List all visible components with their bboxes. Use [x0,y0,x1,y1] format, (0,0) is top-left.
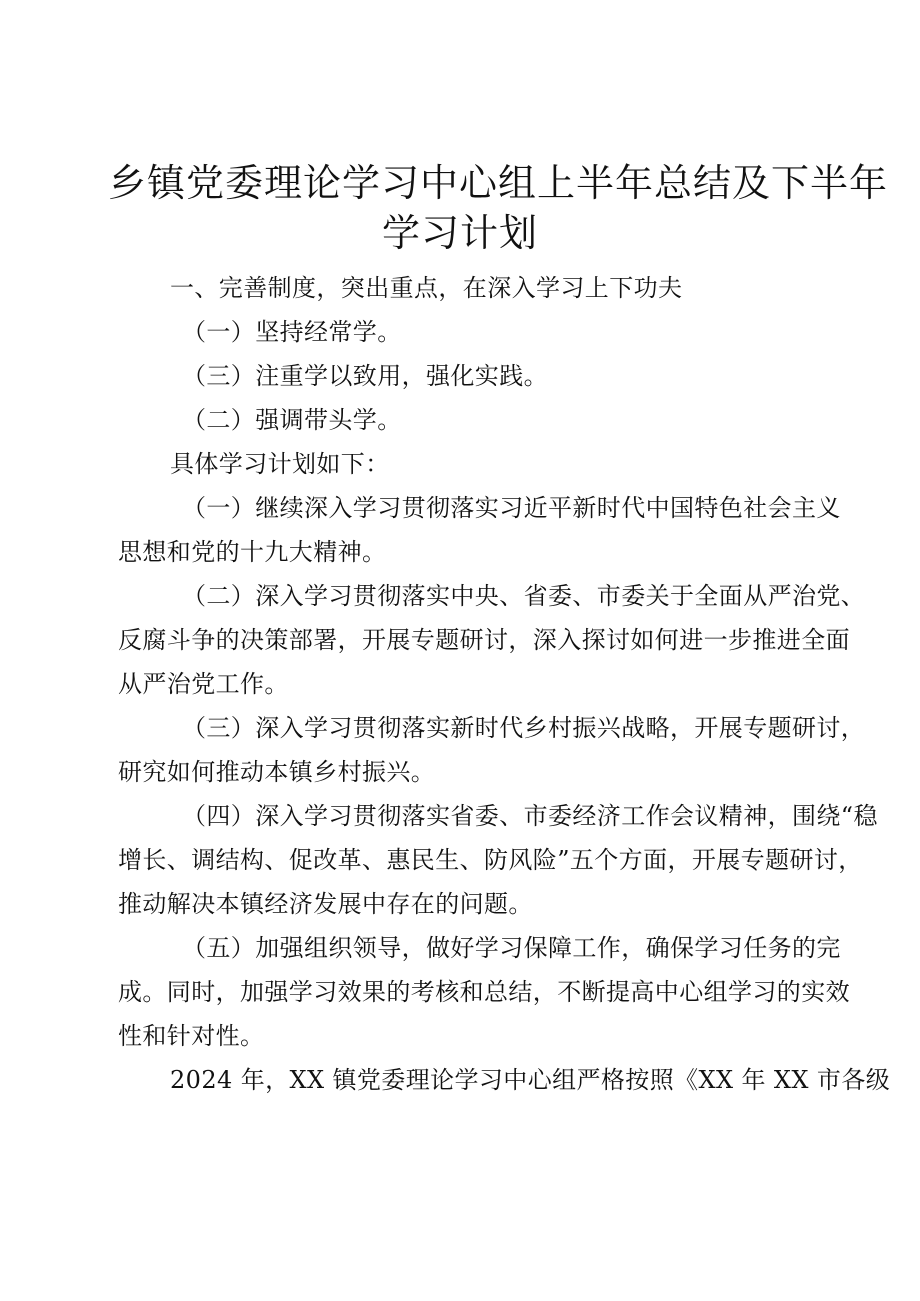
document-title-line: 乡镇党委理论学习中心组上半年总结及下半年 [108,161,889,205]
paragraph-line: 增长、调结构、促改革、惠民生、防风险”五个方面，开展专题研讨， [118,846,863,874]
plan-item [118,794,878,926]
paragraph-line: 成。同时，加强学习效果的考核和总结，不断提高中心组学习的实效 [118,978,850,1006]
list-item [118,354,886,398]
paragraph-line: 推动解决本镇经济发展中存在的问题。 [118,890,533,918]
paragraph-line: 思想和党的十九大精神。 [118,538,387,566]
plan-item [118,706,866,794]
paragraph-line: （三）注重学以致用，强化实践。 [182,362,548,390]
paragraph-line: （一）坚持经常学。 [182,318,402,346]
paragraph-line: （三）深入学习贯彻落实新时代乡村振兴战略，开展专题研讨， [182,714,866,742]
paragraph-line: （一）继续深入学习贯彻落实习近平新时代中国特色社会主义 [182,494,841,522]
plan-item [118,926,850,1058]
paragraph-line: 从严治党工作。 [118,670,289,698]
section-heading [118,266,874,310]
paragraph-line: （五）加强组织领导，做好学习保障工作，确保学习任务的完 [182,934,841,962]
paragraph-line: 一、完善制度，突出重点，在深入学习上下功夫 [170,274,683,302]
paragraph-line: 研究如何推动本镇乡村振兴。 [118,758,436,786]
paragraph-line: 反腐斗争的决策部署，开展专题研讨，深入探讨如何进一步推进全面 [118,626,850,654]
plan-intro [118,442,874,486]
summary-paragraph [118,1058,891,1102]
paragraph-line: （二）强调带头学。 [182,406,402,434]
plan-item [118,486,841,574]
paragraph-line: （二）深入学习贯彻落实中央、省委、市委关于全面从严治党、 [182,582,866,610]
document-title-line: 学习计划 [381,211,538,255]
document-title [108,158,889,258]
list-item [118,398,886,442]
paragraph-line: 2024 年，XX 镇党委理论学习中心组严格按照《XX 年 XX 市各级 [170,1066,891,1094]
paragraph-line: 具体学习计划如下： [170,450,390,478]
list-item [118,310,886,354]
plan-item [118,574,866,706]
paragraph-line: 性和针对性。 [118,1022,265,1050]
paragraph-line: （四）深入学习贯彻落实省委、市委经济工作会议精神，围绕“稳 [182,802,878,830]
